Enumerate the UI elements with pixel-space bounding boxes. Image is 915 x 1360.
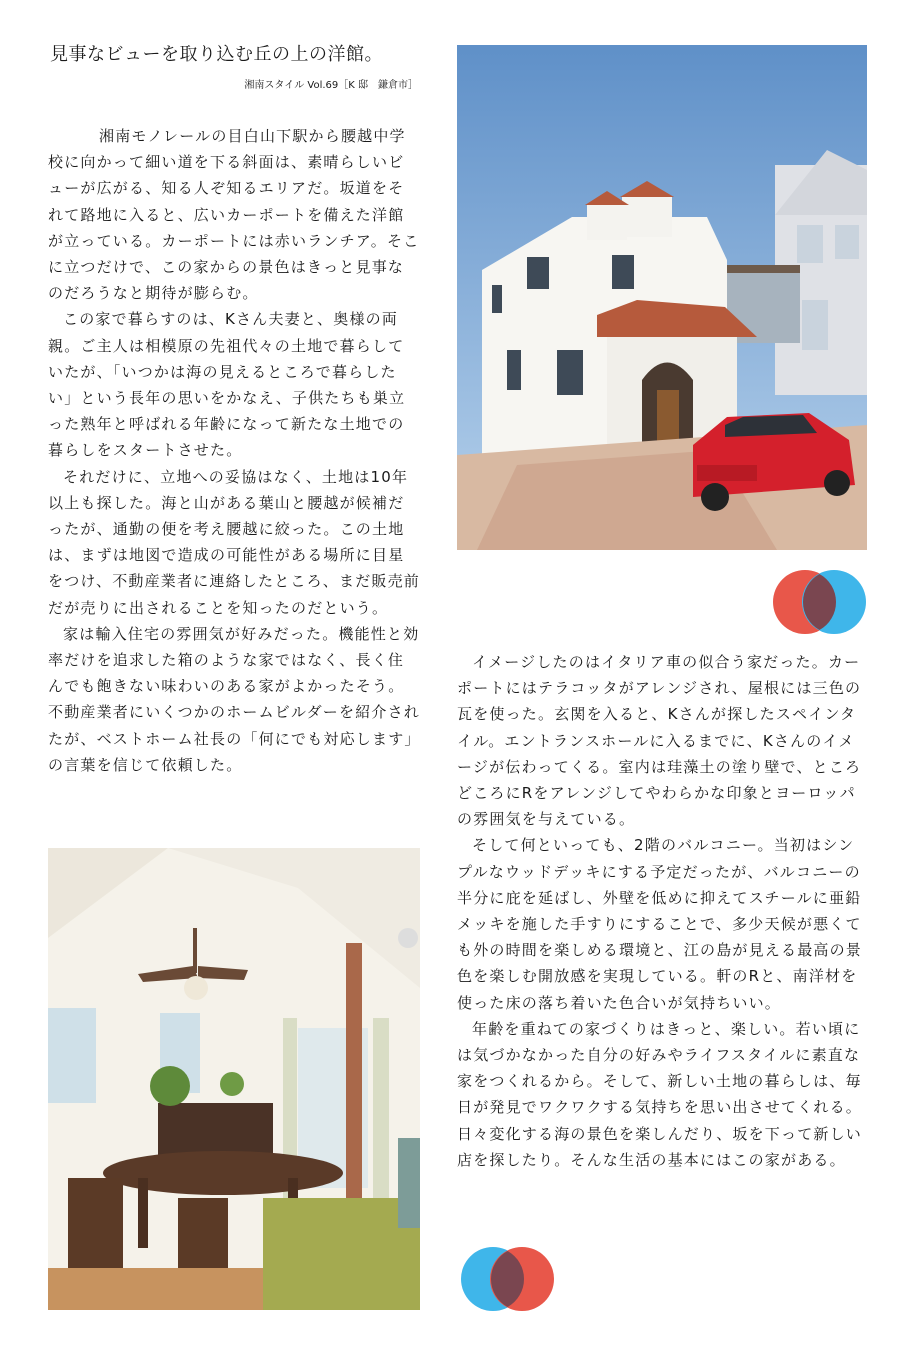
paragraph: 湘南モノレールの目白山下駅から腰越中学校に向かって細い道を下る斜面は、素晴らしいビューが広がる、知る人ぞ知るエリアだ。坂道をそれて路地に入ると、広いカーポートを備えた洋館が立っている。カーポートには赤いランチア。そこに立つだけで、この家からの景色はきっと見事なのだろうなと期待が膨らむ。 xyxy=(48,127,420,303)
house-exterior-photo xyxy=(457,45,867,550)
paragraph: それだけに、立地への妥協はなく、土地は10年以上も探した。海と山がある葉山と腰越が候補だったが、通勤の便を考え腰越に絞った。この土地は、まずは地図で造成の可能性がある場所に目星をつけ、不動産業者に連絡したところ、まだ販売前だが売りに出されることを知ったのだという。 xyxy=(48,467,421,617)
paragraph: そして何といっても、2階のバルコニー。当初はシンプルなウッドデッキにする予定だったが、バルコニーの半分に庇を延ばし、外壁を低めに抑えてスチールに亜鉛メッキを施した手すりにすることで、多少天候が悪くても外の時間を楽しめる環境と、江の島が見える最高の景色を楽しむ開放感を実現している。軒のRと、南洋材を使った床の落ち着いた色合いが気持ちいい。 xyxy=(457,836,863,1012)
article-column-left xyxy=(48,123,420,778)
article-title: 見事なビューを取り込む丘の上の洋館。 xyxy=(50,44,383,65)
paragraph: この家で暮らすのは、Kさん夫妻と、奥様の両親。ご主人は相模原の先祖代々の土地で暮らしていたが、「いつかは海の見えるところで暮らしたい」という長年の思いをかなえ、子供たちも巣立った熟年と呼ばれる年齢になって新たな土地での暮らしをスタートさせた。 xyxy=(48,310,406,460)
paragraph: 年齢を重ねての家づくりはきっと、楽しい。若い頃には気づかなかった自分の好みやライフスタイルに素直な家をつくれるから。そして、新しい土地の暮らしは、毎日が発見でワクワクする気持ちを思い出させてくれる。日々変化する海の景色を楽しんだり、坂を下って新しい店を探したり。そんな生活の基本にはこの家がある。 xyxy=(457,1019,863,1169)
article-column-right xyxy=(457,649,869,1173)
living-room-photo xyxy=(48,848,420,1310)
decorative-circles-icon xyxy=(458,1242,558,1317)
article-byline: 湘南スタイル Vol.69［K 邸 鎌倉市］ xyxy=(244,80,418,91)
paragraph: 家は輸入住宅の雰囲気が好みだった。機能性と効率だけを追求した箱のような家ではなく、長く住んでも飽きない味わいのある家がよかったそう。不動産業者にいくつかのホームビルダーを紹介されたが、ベストホーム社長の「何にでも対応します」の言葉を信じて依頼した。 xyxy=(48,624,421,774)
paragraph: イメージしたのはイタリア車の似合う家だった。カーポートにはテラコッタがアレンジされ、屋根には三色の瓦を使った。玄関を入ると、Kさんが探したスペインタイル。エントランスホールに入るまでに、Kさんのイメージが伝わってくる。室内は珪藻土の塗り壁で、ところどころにRをアレンジしてやわらかな印象とヨーロッパの雰囲気を与えている。 xyxy=(457,653,862,829)
decorative-circles-icon xyxy=(770,565,870,640)
